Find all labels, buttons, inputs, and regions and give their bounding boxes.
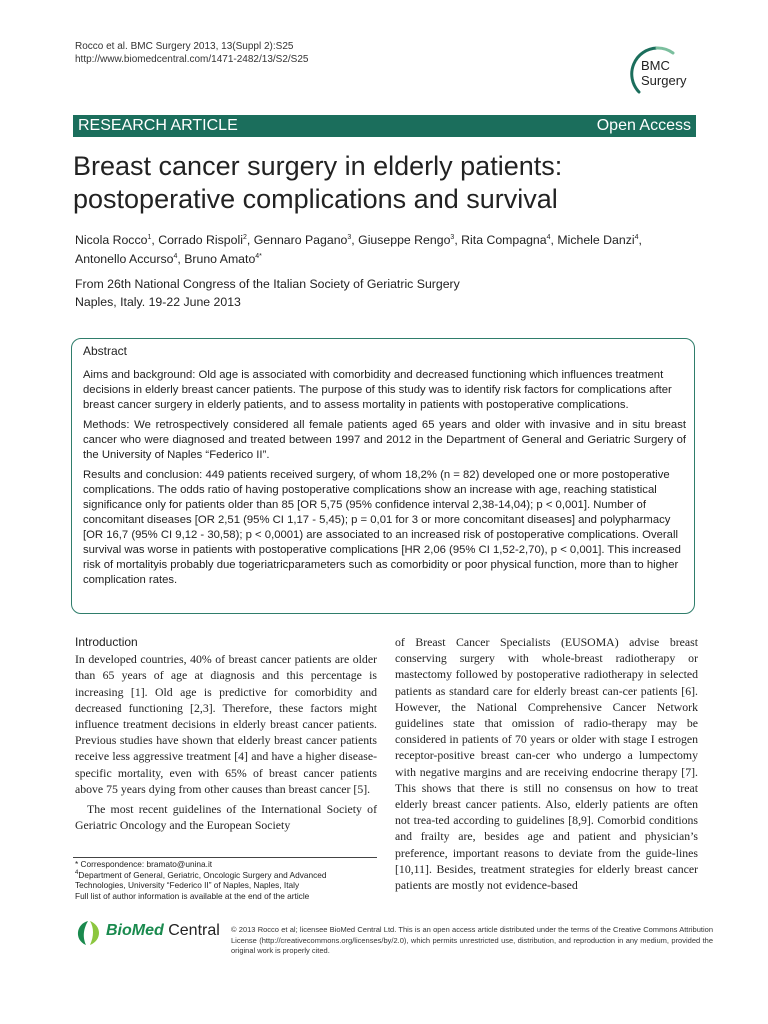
- publisher-name-part: BioMed: [106, 922, 164, 939]
- author-affiliation-sup: 3: [450, 233, 455, 241]
- bmc-surgery-logo: [627, 44, 699, 100]
- author-name: Rita Compagna: [461, 233, 547, 247]
- conference-line: From 26th National Congress of the Italian Society of Geriatric Surgery: [75, 277, 460, 291]
- title-line: postoperative complications and survival: [73, 184, 558, 214]
- title-line: Breast cancer surgery in elderly patients:: [73, 151, 563, 181]
- author-name: Bruno Amato: [184, 252, 256, 266]
- logo-text-bmc: BMC: [641, 58, 670, 73]
- author-name: Gennaro Pagano: [253, 233, 348, 247]
- license-text: © 2013 Rocco et al; licensee BioMed Central Ltd. This is an open access article distributed under the terms of the Creative Commons Attribution License (http://creativecommons.org/licenses/by/2.0), which permits unrestricted use, distribution, and reproduction in any medium, provided the original work is properly cited.: [231, 925, 713, 955]
- author-affiliation-sup: 4: [173, 252, 178, 260]
- section-heading-introduction: Introduction: [75, 635, 138, 649]
- abstract-box: [71, 338, 695, 614]
- article-type-banner: [73, 115, 696, 137]
- abstract-heading: Abstract: [83, 344, 128, 358]
- conference-line: Naples, Italy. 19-22 June 2013: [75, 295, 241, 309]
- author-affiliation-sup: 2: [242, 233, 247, 241]
- author-affiliation-sup: 3: [347, 233, 352, 241]
- author-name: Antonello Accurso: [75, 252, 174, 266]
- conference-info: [75, 275, 695, 311]
- citation-header: [75, 40, 308, 66]
- author-affiliation-sup: 4*: [255, 252, 262, 260]
- body-paragraph: of Breast Cancer Specialists (EUSOMA) advise breast conserving surgery with whole-breast radiotherapy or mastectomy followed by postoperative radiotherapy in selected patients as standard care for elderly breast can-cer patients [6]. However, the National Comprehensive Cancer Network guidelines state that omission of radio-therapy may be considered in patients of 70 years or older with stage I estrogen receptor-positive breast can-cer who undergo a lumpectomy with negative margins and are receiving endocrine therapy [7]. This shows that there is still no consensus on how to treat elderly breast cancer patients. Also, elderly patients are often not trea-ted according to guidelines [8,9]. Comorbid conditions and frailty are, besides age and patient and physician’s preference, important reasons to deviate from the guide-lines [10,11]. Besides, treatment strategies for elderly breast cancer patients are mostly not evidence-based: [395, 635, 698, 893]
- author-name: Giuseppe Rengo: [358, 233, 451, 247]
- author-affiliation-sup: 4: [634, 233, 639, 241]
- author-info-note: Full list of author information is available at the end of the article: [75, 890, 310, 901]
- correspondence-note: * Correspondence: bramato@unina.it: [75, 859, 213, 869]
- author-name: Michele Danzi: [557, 233, 635, 247]
- author-affiliation-sup: 4: [546, 233, 551, 241]
- open-access-label: Open Access: [596, 117, 691, 134]
- article-url[interactable]: http://www.biomedcentral.com/1471-2482/13/S2/S25: [75, 54, 309, 65]
- article-type: RESEARCH ARTICLE: [78, 117, 238, 134]
- publisher-name-part: Central: [163, 922, 220, 939]
- author-affiliation-sup: 1: [147, 233, 152, 241]
- logo-text-surgery: Surgery: [641, 73, 687, 88]
- author-name: Nicola Rocco: [75, 233, 148, 247]
- intro-paragraph: In developed countries, 40% of breast cancer patients are older than 65 years of age at diagnosis and this percentage is increasing [1]. Old age is predictive for comorbidity and decreased functioning [2,3]. Therefore, these factors might influence treatment decisions in elderly breast cancer patients. Previous studies have shown that elderly breast cancer patients receive less aggressive treatment [4] and have a higher disease-specific mortality, even with 65% of breast cancer patients above 75 years dying from other causes than breast cancer [5].: [75, 652, 377, 796]
- intro-paragraph: The most recent guidelines of the International Society of Geriatric Oncology and the European Society: [75, 802, 377, 833]
- biomed-central-leaf-icon: [72, 918, 104, 948]
- publisher-name: [106, 922, 220, 940]
- article-title: [73, 150, 693, 216]
- abstract-methods: Methods: We retrospectively considered all female patients aged 65 years and older with invasive and in situ breast cancer who were diagnosed and treated between 1997 and 2012 in the Department of General and Geriatric Surgery of the University of Naples “Federico II”.: [83, 419, 686, 461]
- author-name: Corrado Rispoli: [158, 233, 243, 247]
- abstract-aims: Aims and background: Old age is associated with comorbidity and decreased functioning which influences treatment decisions in elderly breast cancer patients. The purpose of this study was to identify risk factors for complications after breast cancer surgery in elderly patients, and to assess mortality in patients with postoperative complications.: [83, 369, 672, 411]
- footnote-divider: [73, 857, 377, 858]
- author-list: Nicola Rocco$^1$, Corrado Rispoli$^2$, Gennaro Pagano$^3$, Giuseppe Rengo$^3$, Rita Compagna$^4$, Michele Danzi$^4$, Antonello Accurso$^4$, Bruno Amato$^{4*}$: [75, 233, 642, 266]
- affiliation-text: Department of General, Geriatric, Oncologic Surgery and Advanced Technologies, University “Federico II” of Naples, Naples, Italy: [75, 869, 327, 891]
- body-column-left: [75, 634, 377, 833]
- affiliation-sup: 4: [75, 869, 79, 876]
- affiliation-note: [75, 870, 377, 891]
- citation-line: Rocco et al. BMC Surgery 2013, 13(Suppl 2):S25: [75, 41, 294, 52]
- body-column-right: [395, 634, 698, 893]
- footnotes: [75, 859, 377, 901]
- biomed-central-logo: [72, 918, 222, 948]
- abstract-results: Results and conclusion: 449 patients received surgery, of whom 18,2% (n = 82) developed one or more postoperative complications. The odds ratio of having postoperative complications show an increase with age, reaching statistical significance only for patients older than 85 [OR 5,75 (95% confidence interval 2,38-14,04); p < 0,001]. Number of concomitant diseases [OR 2,51 (95% CI 1,17 - 5,45); p = 0,01 for 3 or more concomitant diseases] and polypharmacy [OR 16,7 (95% CI 9,12 - 30,58); p < 0,0001) are associated to an increased risk of postoperative complications. Overall survival was worse in patients with postoperative complications [HR 2,06 (95% CI 1,52-2,70), p < 0,001]. This increased risk of mortalityis probably due togeriatricparameters such as comorbidity or poor physical function, more than to higher complication rates.: [83, 469, 681, 586]
